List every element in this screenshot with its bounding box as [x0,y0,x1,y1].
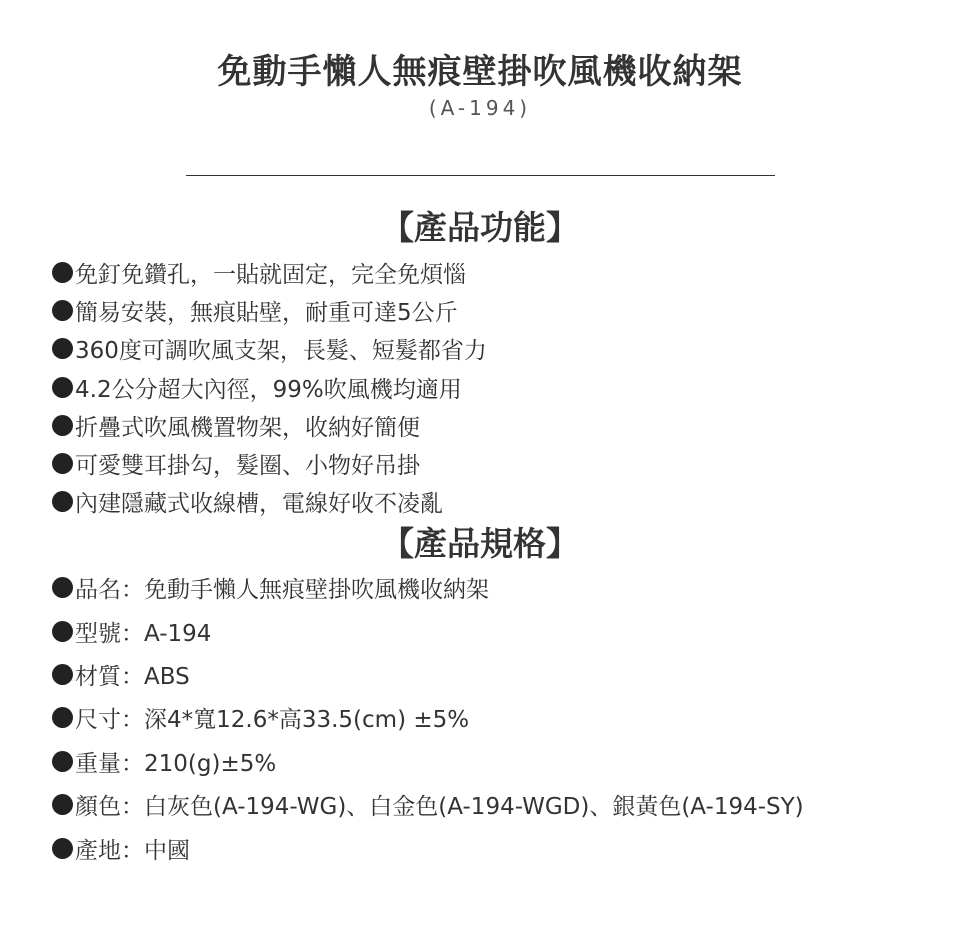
spec-item [52,783,804,826]
bullet-icon [52,621,73,642]
feature-item [52,368,487,406]
feature-text: 折疊式吹風機置物架，收納好簡便 [75,414,420,441]
specs-heading: 【產品規格】 [381,524,579,563]
spec-text: 品名：免動手懶人無痕壁掛吹風機收納架 [75,577,489,604]
spec-item [52,826,804,869]
spec-text: 顏色：白灰色(A-194-WG)、白金色(A-194-WGD)、銀黃色(A-194-SY) [75,794,804,821]
spec-text: 材質：ABS [75,663,190,690]
feature-item [52,291,487,329]
feature-text: 簡易安裝，無痕貼壁，耐重可達5公斤 [75,299,458,326]
spec-text: 重量：210(g)±5% [75,750,277,777]
feature-item [52,444,487,482]
title-divider [186,175,775,176]
spec-text: 尺寸：深4*寬12.6*高33.5(cm) ±5% [75,707,470,734]
bullet-icon [52,491,73,512]
bullet-icon [52,262,73,283]
spec-item [52,740,804,783]
bullet-icon [52,751,73,772]
bullet-icon [52,664,73,685]
feature-text: 免釘免鑽孔，一貼就固定，完全免煩惱 [75,261,466,288]
feature-item [52,330,487,368]
bullet-icon [52,707,73,728]
feature-item [52,483,487,521]
feature-text: 內建隱藏式收線槽，電線好收不凌亂 [75,491,443,518]
bullet-icon [52,794,73,815]
spec-item [52,609,804,652]
product-model: (A-194) [428,96,532,120]
features-heading: 【產品功能】 [381,208,579,247]
bullet-icon [52,300,73,321]
spec-text: 型號：A-194 [75,620,212,647]
product-title: 免動手懶人無痕壁掛吹風機收納架 [217,52,743,92]
spec-item [52,696,804,739]
bullet-icon [52,838,73,859]
feature-text: 4.2公分超大內徑，99%吹風機均適用 [75,376,462,403]
feature-text: 360度可調吹風支架，長髮、短髮都省力 [75,338,487,365]
features-list [52,253,487,521]
feature-item [52,253,487,291]
spec-item [52,653,804,696]
spec-item [52,566,804,609]
bullet-icon [52,577,73,598]
spec-text: 產地：中國 [75,837,190,864]
bullet-icon [52,415,73,436]
specs-list [52,566,804,870]
bullet-icon [52,377,73,398]
feature-text: 可愛雙耳掛勾，髮圈、小物好吊掛 [75,453,420,480]
feature-item [52,406,487,444]
bullet-icon [52,338,73,359]
bullet-icon [52,453,73,474]
